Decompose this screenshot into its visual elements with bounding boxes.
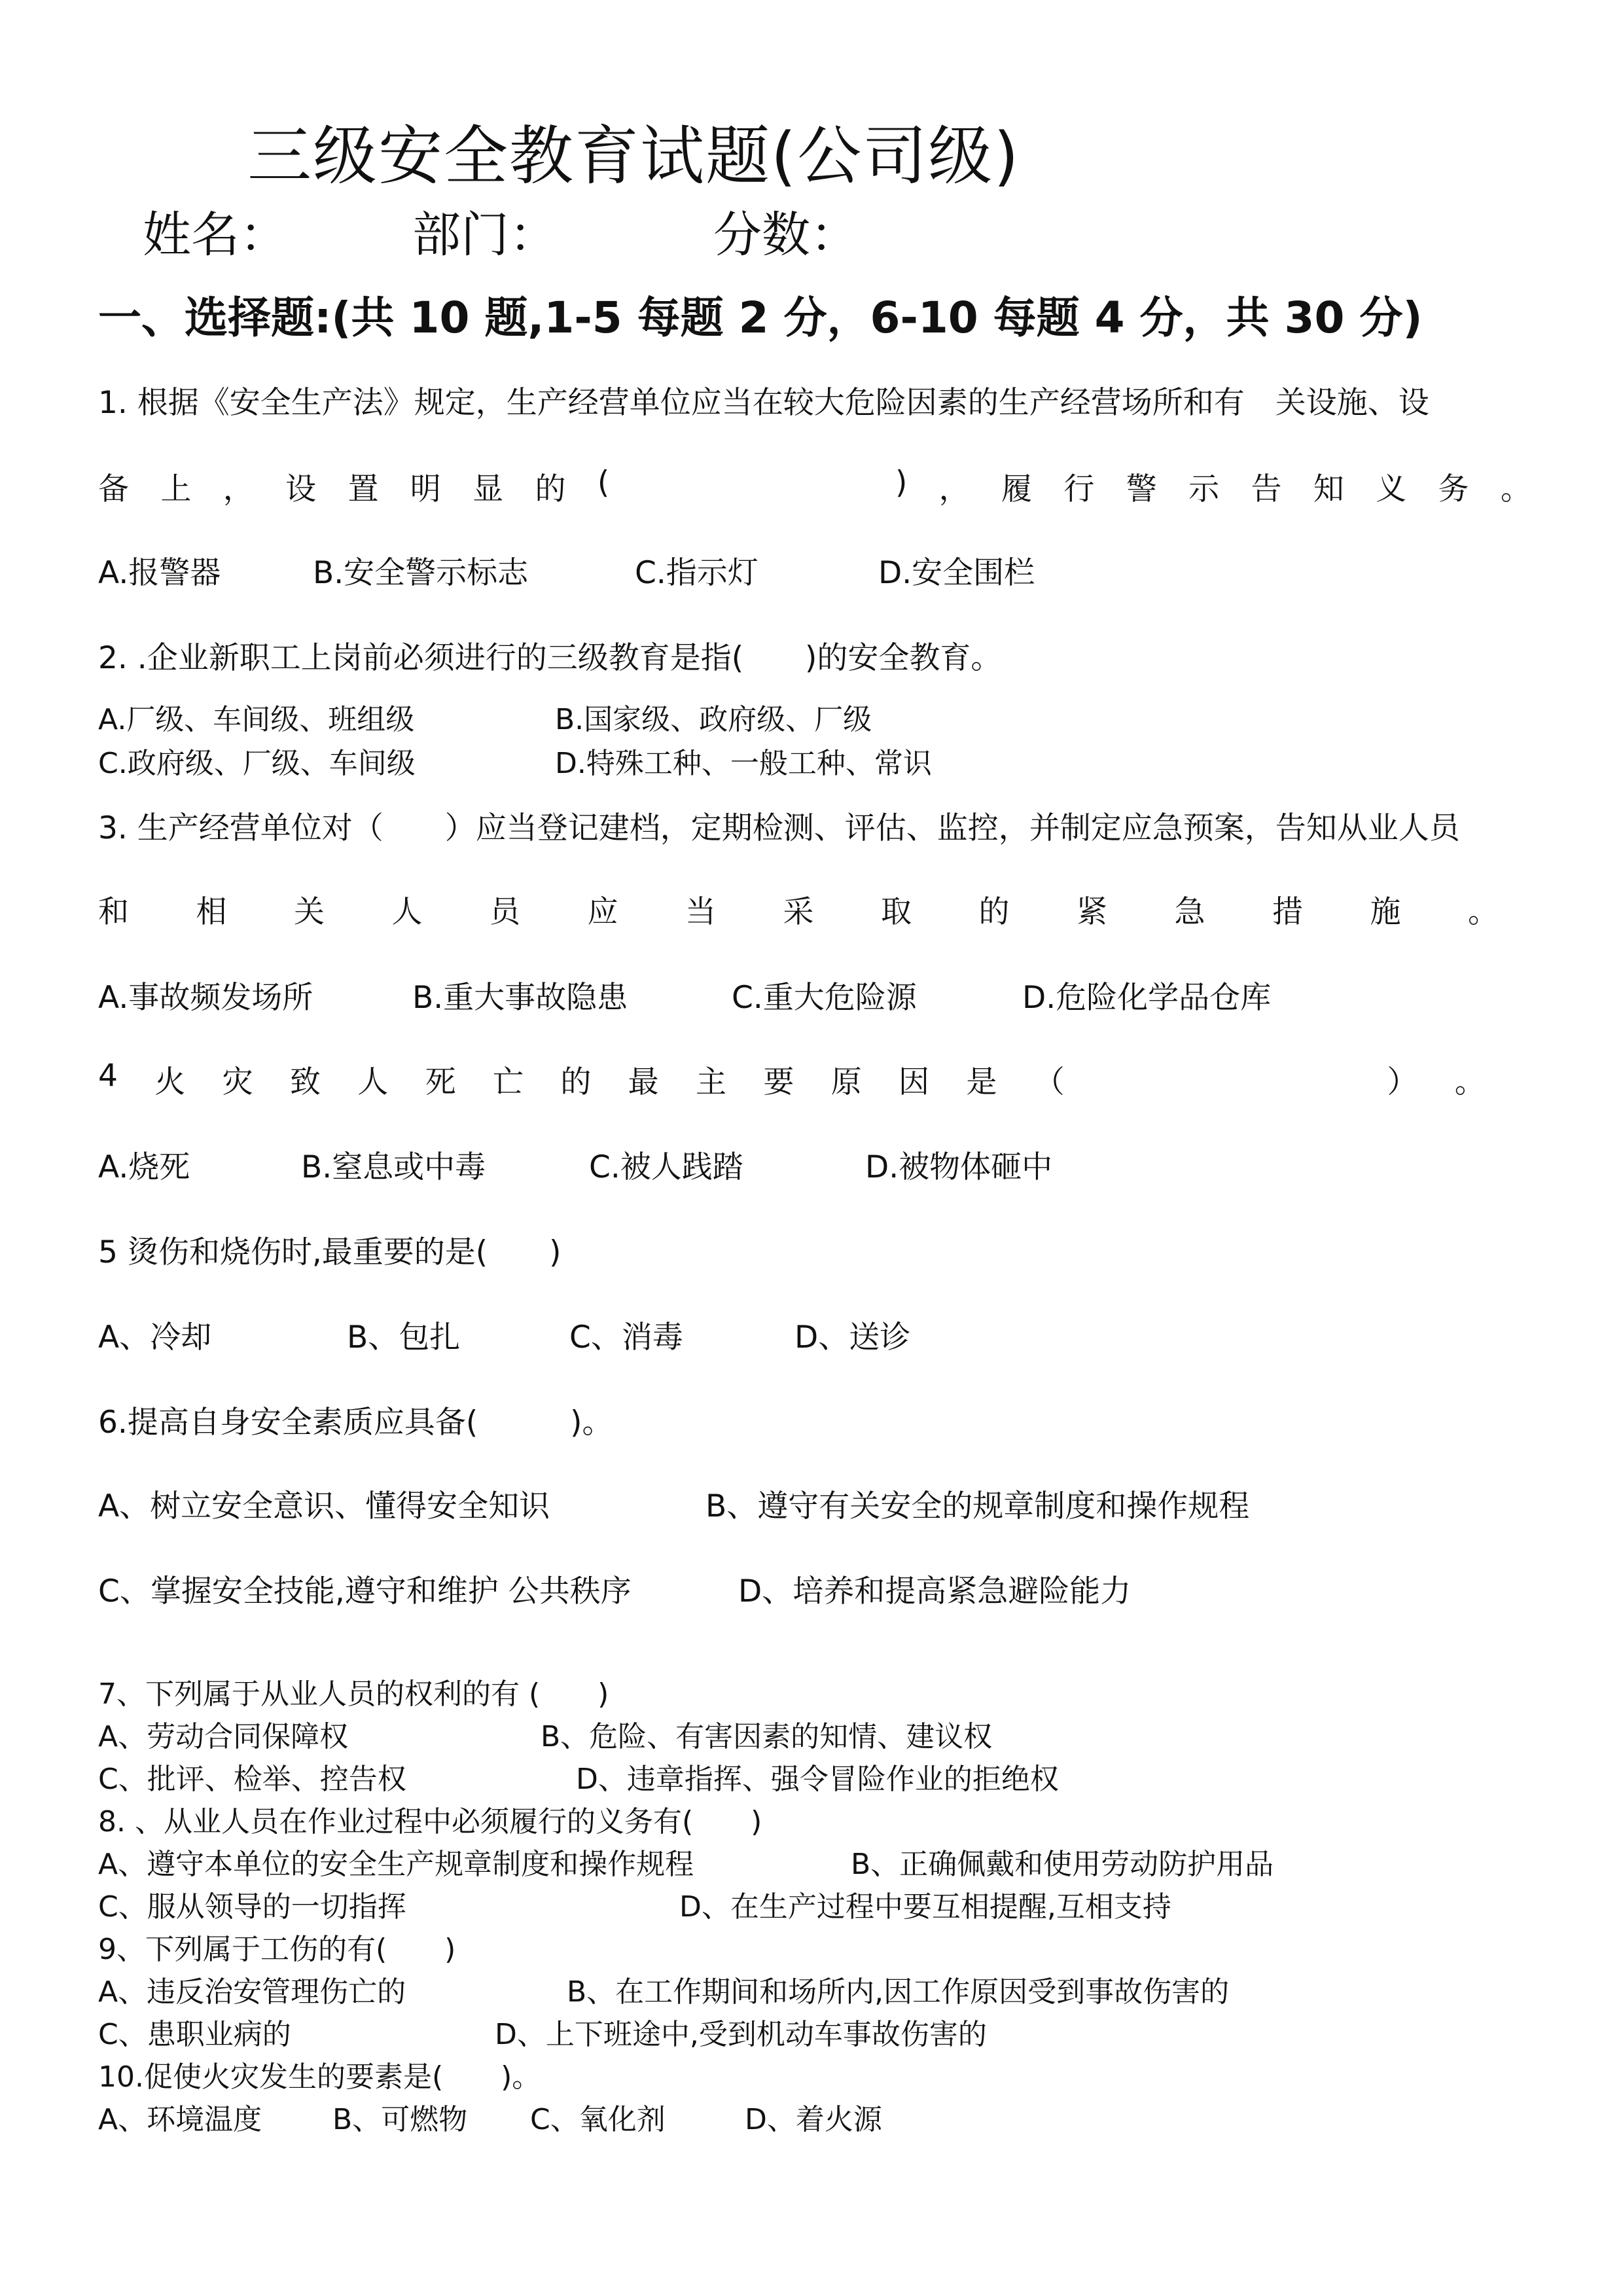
question-1-option-c: C.指示灯 [635, 555, 758, 591]
answer-blank [1101, 1058, 1350, 1102]
question-1-line1: 1. 根据《安全生产法》规定，生产经营单位应当在较大危险因素的生产经营场所和有 关设施、设 [98, 385, 1429, 421]
question-10-option-d: D、着火源 [745, 2103, 882, 2136]
question-10-option-c: C、氧化剂 [530, 2103, 666, 2136]
question-6-option-c: C、掌握安全技能,遵守和维护 公共秩序 [98, 1573, 632, 1609]
question-8-text: 8. 、从业人员在作业过程中必须履行的义务有( ) [98, 1805, 762, 1839]
question-8-option-c: C、服从领导的一切指挥 [98, 1890, 406, 1924]
question-8-option-a: A、遵守本单位的安全生产规章制度和操作规程 [98, 1848, 694, 1881]
question-6-option-a: A、树立安全意识、懂得安全知识 [98, 1488, 550, 1524]
question-2-option-b: B.国家级、政府级、厂级 [555, 703, 872, 736]
department-field-label: 部门： [412, 207, 558, 263]
question-7-text: 7、下列属于从业人员的权利的有 ( ) [98, 1677, 609, 1711]
question-2-option-d: D.特殊工种、一般工种、常识 [555, 747, 932, 780]
question-5-text: 5 烫伤和烧伤时,最重要的是( ) [98, 1234, 562, 1270]
question-5-option-a: A、冷却 [98, 1319, 212, 1355]
answer-blank [641, 465, 864, 509]
question-10-text: 10.促使火灾发生的要素是( )。 [98, 2060, 541, 2094]
question-3-line2: 和 相 关 人 员 应 当 采 取 的 紧 急 措 施 。 [98, 894, 1499, 930]
question-7-option-d: D、违章指挥、强令冒险作业的拒绝权 [576, 1763, 1059, 1796]
question-4-option-d: D.被物体砸中 [865, 1149, 1053, 1185]
page-title: 三级安全教育试题(公司级) [247, 119, 1020, 194]
question-8-option-d: D、在生产过程中要互相提醒,互相支持 [679, 1890, 1171, 1924]
question-4-option-a: A.烧死 [98, 1149, 190, 1185]
question-6-text: 6.提高自身安全素质应具备( )。 [98, 1405, 613, 1441]
question-1-option-d: D.安全围栏 [878, 555, 1035, 591]
question-4-text: 4 火 灾 致 人 死 亡 的 最 主 要 原 因 是 （ ） 。 [98, 1058, 1486, 1100]
score-field-label: 分数： [713, 207, 859, 263]
question-9-option-c: C、患职业病的 [98, 2018, 291, 2051]
question-10-option-a: A、环境温度 [98, 2103, 262, 2136]
question-3-option-a: A.事故频发场所 [98, 980, 313, 1016]
question-8-option-b: B、正确佩戴和使用劳动防护用品 [851, 1848, 1274, 1881]
question-1-option-a: A.报警器 [98, 555, 221, 591]
section-heading-choice: 一、选择题:(共 10 题,1-5 每题 2 分，6-10 每题 4 分，共 30 分) [98, 293, 1423, 343]
question-7-option-c: C、批评、检举、控告权 [98, 1763, 406, 1796]
question-1-line2: 备 上 ， 设 置 明 显 的 ( ) ， 履 行 警 示 告 知 义 务 。 [98, 465, 1531, 507]
question-7-option-b: B、危险、有害因素的知情、建议权 [541, 1720, 993, 1753]
question-3-option-b: B.重大事故隐患 [412, 980, 628, 1016]
question-3-option-d: D.危险化学品仓库 [1022, 980, 1272, 1016]
question-5-option-c: C、消毒 [569, 1319, 683, 1355]
question-7-option-a: A、劳动合同保障权 [98, 1720, 349, 1753]
name-field-label: 姓名： [143, 207, 288, 263]
question-9-text: 9、下列属于工伤的有( ) [98, 1933, 456, 1966]
question-2-option-c: C.政府级、厂级、车间级 [98, 747, 416, 780]
question-9-option-a: A、违反治安管理伤亡的 [98, 1975, 406, 2009]
question-5-option-d: D、送诊 [794, 1319, 911, 1355]
question-10-option-b: B、可燃物 [332, 2103, 468, 2136]
question-6-option-b: B、遵守有关安全的规章制度和操作规程 [705, 1488, 1250, 1524]
question-2-option-a: A.厂级、车间级、班组级 [98, 703, 415, 736]
question-4-option-c: C.被人践踏 [589, 1149, 743, 1185]
question-3-line1: 3. 生产经营单位对（ ）应当登记建档，定期检测、评估、监控，并制定应急预案，告知从业人员 [98, 810, 1460, 846]
question-5-option-b: B、包扎 [347, 1319, 461, 1355]
question-9-option-b: B、在工作期间和场所内,因工作原因受到事故伤害的 [567, 1975, 1230, 2009]
question-9-option-d: D、上下班途中,受到机动车事故伤害的 [495, 2018, 987, 2051]
question-4-option-b: B.窒息或中毒 [301, 1149, 486, 1185]
question-1-option-b: B.安全警示标志 [313, 555, 529, 591]
question-3-option-c: C.重大危险源 [732, 980, 917, 1016]
question-6-option-d: D、培养和提高紧急避险能力 [738, 1573, 1132, 1609]
question-2-text: 2. .企业新职工上岗前必须进行的三级教育是指( )的安全教育。 [98, 640, 1002, 676]
